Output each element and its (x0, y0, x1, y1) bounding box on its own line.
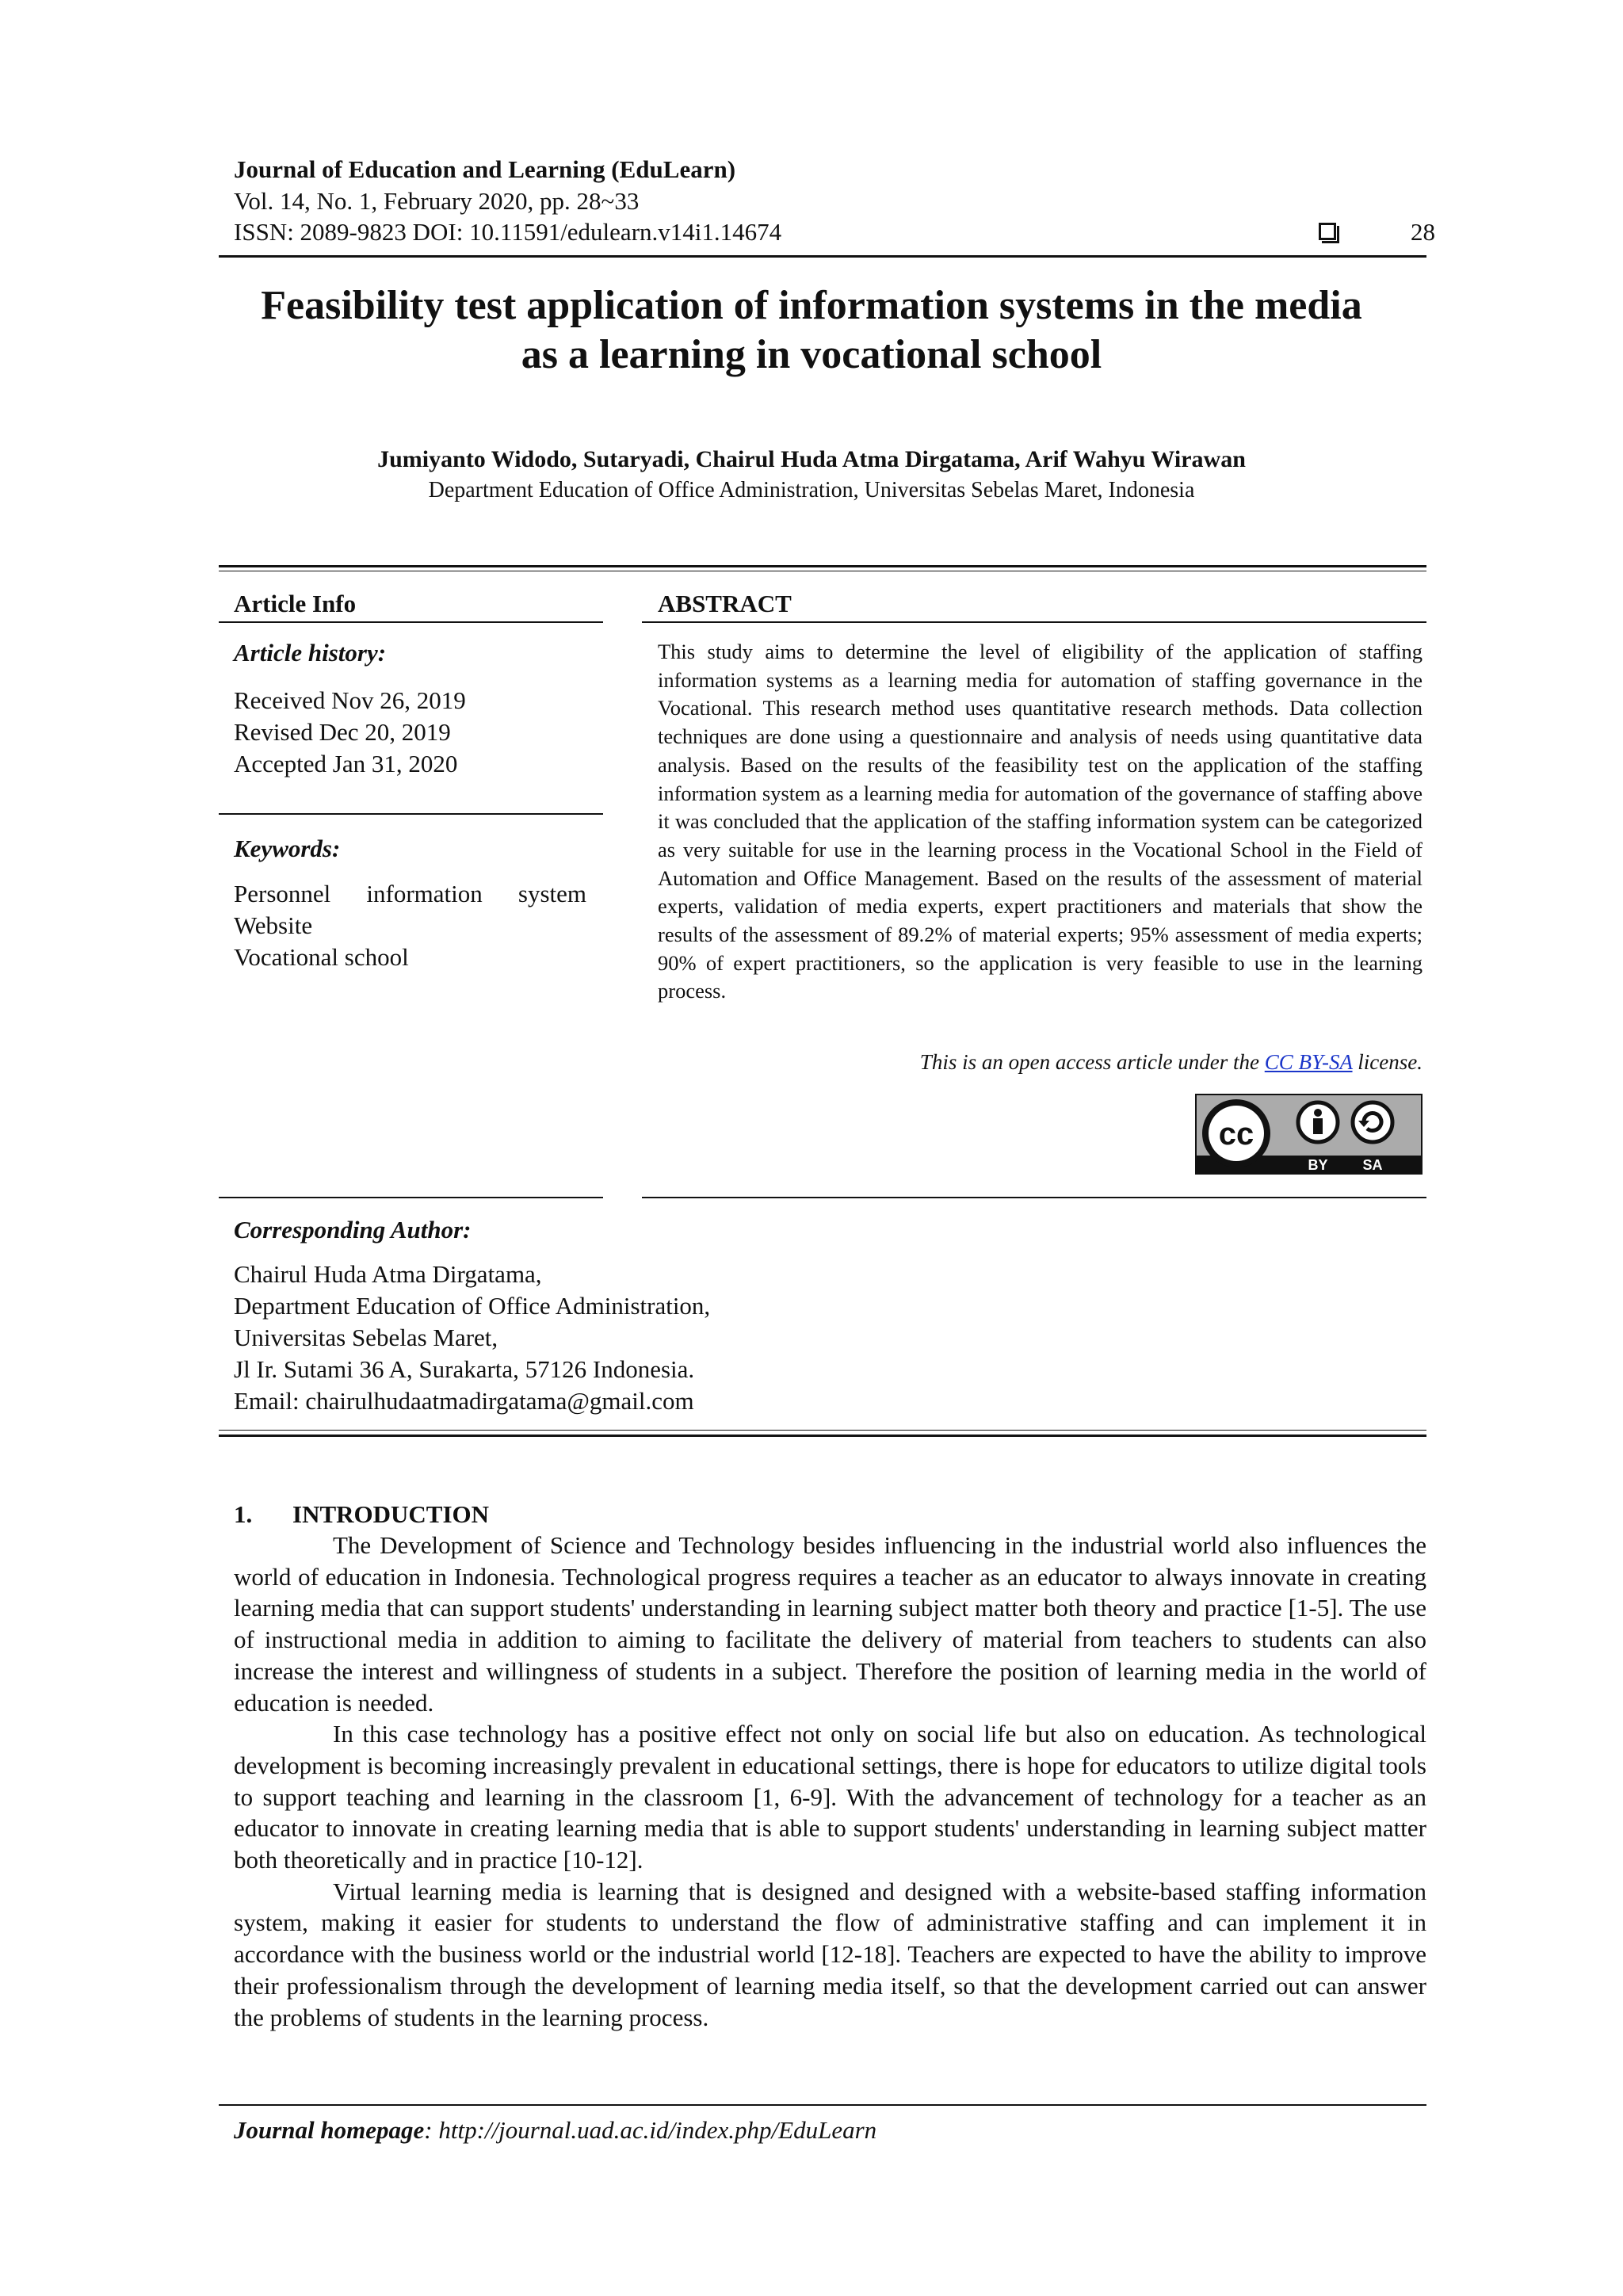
journal-name: Journal of Education and Learning (EduLearn) (234, 155, 736, 183)
issn-doi-line: ISSN: 2089-9823 DOI: 10.11591/edulearn.v14i1.14674 (234, 218, 782, 246)
page-number: 28 (1411, 218, 1435, 246)
title-line-1: Feasibility test application of information systems in the media (261, 283, 1362, 328)
cc-letters: cc (1218, 1117, 1254, 1152)
affiliation: Department Education of Office Administration, Universitas Sebelas Maret, Indonesia (428, 478, 1195, 502)
paragraph: Virtual learning media is learning that is designed and designed with a website-based staffing information system, making it easier for students to understand the flow of administrative staffing and can implement it in accordance with the business world or the industrial world [12-18]. Teachers are expected to have the ability to improve their professionalism through the development of learning media itself, so that the development carried out can answer the problems of students in the learning process. (234, 1877, 1426, 2031)
revised-date: Revised Dec 20, 2019 (234, 718, 451, 746)
license-prefix: This is an open access article under the (919, 1050, 1265, 1074)
cc-by-sa-link[interactable]: CC BY-SA (1264, 1050, 1353, 1074)
homepage-url[interactable]: : http://journal.uad.ac.id/index.php/EduLearn (424, 2116, 877, 2144)
received-date: Received Nov 26, 2019 (234, 686, 466, 714)
author-university: Universitas Sebelas Maret, (234, 1324, 498, 1351)
footer-rule (219, 2104, 1426, 2106)
paragraph: The Development of Science and Technology besides influencing in the industrial world also influences the world of education in Indonesia. Technological progress requires a teacher as an educator to always innovate in creating learning media that can support students' understanding in learning subject matter both theory and practice [1-5]. The use of instructional media in addition to aiming to facilitate the delivery of material from teachers to students can also increase the interest and willingness of students in a subject. Therefore the position of learning media in the world of education is needed. (234, 1531, 1426, 1717)
introduction-heading (234, 1500, 489, 1529)
journal-homepage (234, 2116, 876, 2145)
section-number: 1. (234, 1500, 253, 1528)
author-email: Email: chairulhudaatmadirgatama@gmail.com (234, 1387, 694, 1415)
corresponding-author-heading: Corresponding Author: (234, 1216, 472, 1244)
keyword-item: Vocational school (234, 943, 409, 971)
right-column-bottom-rule (642, 1197, 1426, 1198)
header-rule (219, 255, 1426, 258)
author-list: Jumiyanto Widodo, Sutaryadi, Chairul Huda Atma Dirgatama, Arif Wahyu Wirawan (377, 446, 1246, 472)
badge-by-label: BY (1308, 1157, 1328, 1173)
article-info-rule (219, 621, 603, 623)
homepage-label: Journal homepage (234, 2116, 425, 2144)
history-rule (219, 813, 603, 815)
info-bottom-rule (219, 1435, 1426, 1437)
abstract-rule (642, 621, 1426, 623)
paper-title (198, 281, 1425, 380)
author-name: Chairul Huda Atma Dirgatama, (234, 1260, 542, 1288)
keyword-item: Personnel information system (234, 880, 586, 907)
license-suffix: license. (1352, 1050, 1423, 1074)
keywords-list (234, 878, 586, 973)
info-top-rule (219, 565, 1426, 567)
keywords-heading: Keywords: (234, 835, 341, 862)
abstract-text: This study aims to determine the level of eligibility of the application of staffing information systems as a learning media for automation of staffing governance in the Vocational. This research method uses quantitative research methods. Data collection techniques are done using a questionnaire and analysis of needs using quantitative data analysis. Based on the results of the feasibility test on the application of the staffing information system as a learning media for automation of the governance of staffing above it was concluded that the application of the staffing information system can be categorized as very suitable for use in the learning process in the Vocational School in the Field of Automation and Office Management. Based on the results of the assessment of material experts, validation of media experts, expert practitioners and materials that show the results of the assessment of 89.2% of material experts; 95% assessment of media experts; 90% of expert practitioners, so the application is very feasible to use in the learning process. (658, 640, 1423, 1003)
article-info-heading: Article Info (234, 590, 357, 617)
volume-line: Vol. 14, No. 1, February 2020, pp. 28~33 (234, 187, 640, 215)
left-column-bottom-rule (219, 1197, 603, 1198)
corresponding-author-details (234, 1259, 710, 1417)
cc-by-sa-badge-icon (1195, 1094, 1423, 1175)
info-bottom-rule-thin (219, 1430, 1426, 1431)
introduction-body (234, 1530, 1426, 2033)
author-department: Department Education of Office Administration, (234, 1292, 711, 1320)
keyword-item: Website (234, 911, 313, 939)
paragraph: In this case technology has a positive effect not only on social life but also on education. As technological development is becoming increasingly prevalent in educational settings, there is hope for educators to utilize digital tools to support teaching and learning in the classroom [1, 6-9]. With the advancement of technology for a teacher as an educator to innovate in creating learning media that is able to support students' understanding in learning subject matter both theoretically and in practice [10-12]. (234, 1720, 1426, 1874)
square-bullet-icon (1319, 223, 1336, 240)
section-title: INTRODUCTION (292, 1500, 490, 1528)
abstract-heading: ABSTRACT (658, 590, 792, 617)
title-line-2: as a learning in vocational school (521, 332, 1102, 377)
article-history (234, 685, 466, 780)
accepted-date: Accepted Jan 31, 2020 (234, 750, 458, 777)
author-address: Jl Ir. Sutami 36 A, Surakarta, 57126 Indonesia. (234, 1355, 695, 1383)
badge-sa-label: SA (1362, 1157, 1383, 1173)
license-statement (658, 1050, 1423, 1075)
article-history-heading: Article history: (234, 639, 387, 667)
